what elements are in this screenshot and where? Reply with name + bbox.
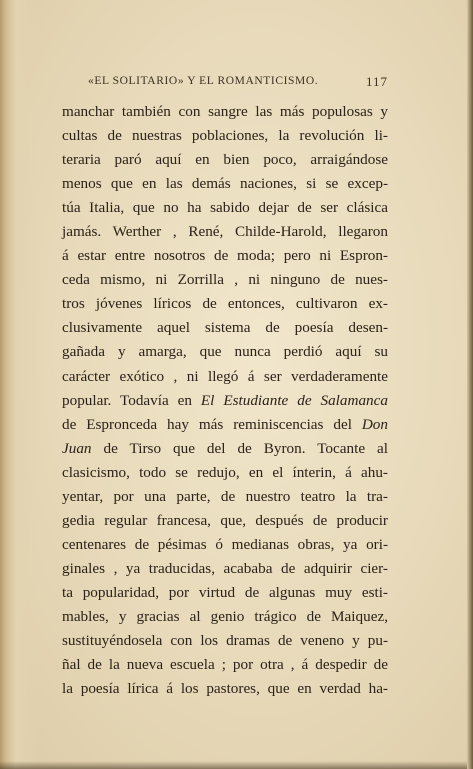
text-segment: centenares de pésimas ó medianas obras, ya ori- <box>62 535 388 553</box>
text-line <box>62 220 388 244</box>
text-segment: ñal de la nueva escuela ; por otra , á despedir de <box>62 656 388 674</box>
text-segment: jamás. Werther , René, Childe-Harold, llegaron <box>62 223 388 241</box>
text-line <box>62 533 388 557</box>
text-line <box>62 677 388 701</box>
text-line <box>62 196 388 220</box>
text-line <box>62 172 388 196</box>
text-segment: túa Italia, que no ha sabido dejar de ser clásica <box>62 199 388 217</box>
text-line <box>62 605 388 629</box>
text-segment: ginales , ya traducidas, acababa de adquirir cier- <box>62 559 388 577</box>
italic-title-text: Juan <box>62 439 92 457</box>
text-line <box>62 461 388 485</box>
text-line <box>62 557 388 581</box>
text-segment: mables, y gracias al genio trágico de Maiquez, <box>62 607 388 625</box>
running-head-title: «EL SOLITARIO» Y EL ROMANTICISMO. <box>88 75 319 87</box>
text-line <box>62 413 388 437</box>
running-head <box>88 75 388 91</box>
text-segment: teraria paró aquí en bien poco, arraigándose <box>62 151 388 169</box>
text-line <box>62 292 388 316</box>
text-segment: gañada y amarga, que nunca perdió aquí su <box>62 343 388 361</box>
text-segment: yentar, por una parte, de nuestro teatro la tra- <box>62 487 388 505</box>
italic-title-text: El Estudiante de Salamanca <box>200 391 388 409</box>
text-segment: popular. Todavía en <box>62 391 201 409</box>
text-segment: ceda mismo, ni Zorrilla , ni ninguno de nues- <box>62 271 388 289</box>
text-segment: manchar también con sangre las más populosas y <box>62 103 388 120</box>
text-segment: menos que en las demás naciones, si se excep- <box>62 175 388 193</box>
italic-title-text: Don <box>361 415 388 433</box>
text-segment: clasicismo, todo se redujo, en el ínterin, á ahu- <box>62 463 388 481</box>
text-segment: clusivamente aquel sistema de poesía desen- <box>62 319 388 337</box>
text-line <box>62 365 388 389</box>
page-number: 117 <box>365 74 388 89</box>
text-segment: de Tirso que del de Byron. Tocante al <box>91 439 388 457</box>
text-line <box>62 389 388 413</box>
text-line <box>62 485 388 509</box>
text-segment: tros jóvenes líricos de entonces, cultivaron ex- <box>62 295 388 313</box>
text-line <box>62 268 388 292</box>
text-line <box>62 100 388 124</box>
text-segment: cultas de nuestras poblaciones, la revolución li- <box>62 127 388 145</box>
text-line <box>62 148 388 172</box>
text-line <box>62 653 388 677</box>
text-line <box>62 316 388 340</box>
text-line <box>62 244 388 268</box>
text-segment: sustituyéndosela con los dramas de veneno y pu- <box>62 632 388 650</box>
text-line <box>62 629 388 653</box>
text-line <box>62 581 388 605</box>
text-segment: la poesía lírica á los pastores, que en verdad ha- <box>62 680 388 698</box>
text-segment: ta popularidad, por virtud de algunas muy esti- <box>62 583 388 601</box>
text-segment: á estar entre nosotros de moda; pero ni Espron- <box>62 247 388 265</box>
text-segment: de Espronceda hay más reminiscencias del <box>62 415 362 433</box>
text-line <box>62 124 388 148</box>
text-line <box>62 437 388 461</box>
text-segment: gedia regular francesa, que, después de producir <box>62 511 388 529</box>
text-segment: carácter exótico , ni llegó á ser verdaderamente <box>62 367 388 385</box>
text-line <box>62 509 388 533</box>
text-line <box>62 340 388 364</box>
body-text <box>62 100 388 701</box>
